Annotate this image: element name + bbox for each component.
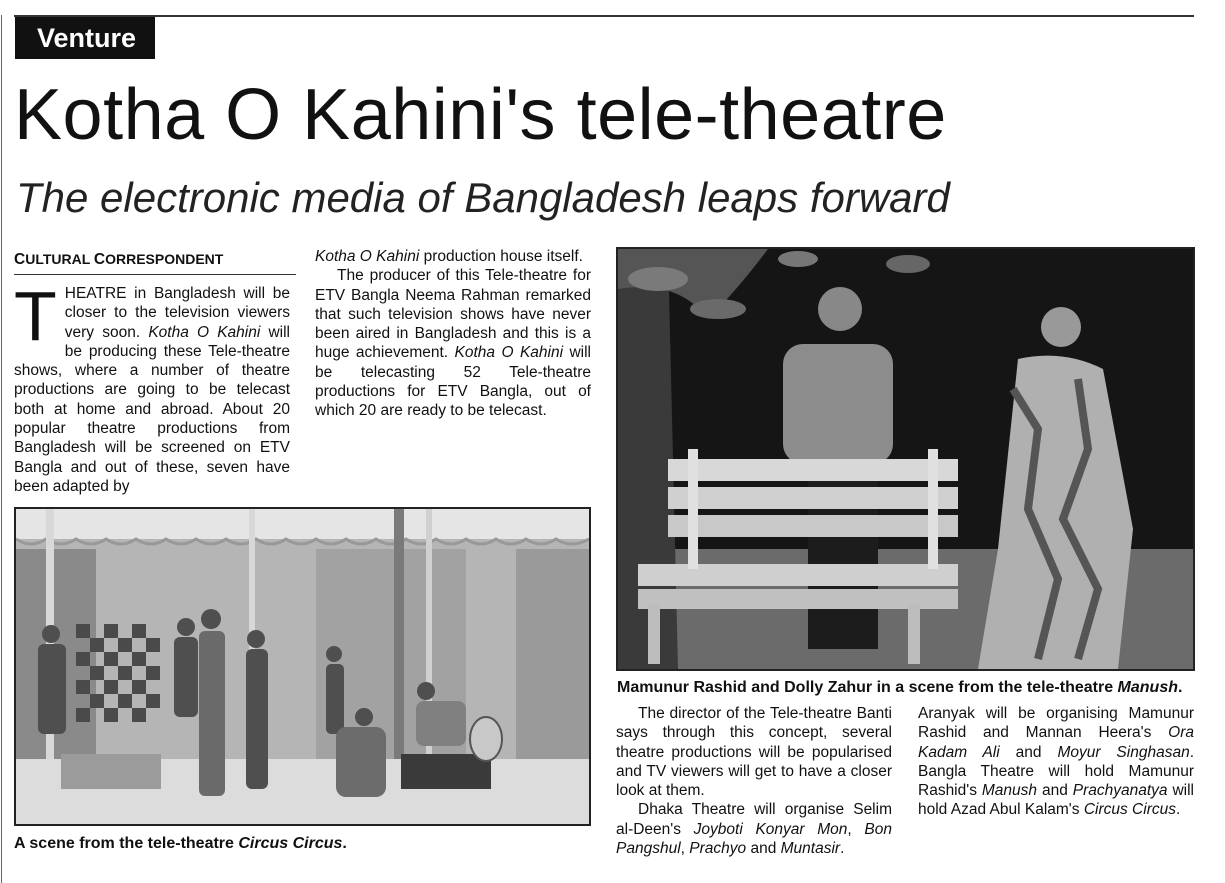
subheadline: The electronic media of Bangladesh leaps forward (16, 174, 950, 221)
section-tag: Venture (15, 17, 155, 59)
article-paragraph-1-cont: Kotha O Kahini production house itself. (315, 248, 583, 265)
article-column-2 (315, 247, 591, 421)
article-paragraph-1: THEATRE in Bangladesh will be closer to the television viewers very soon. Kotha O Kahini will be producing these Tele-theatre shows, where a number of theatre productions are going to be telecast both at home and abroad. About 20 popular theatre productions from Bangladesh will be screened on ETV Bangla and out of these, seven have been adapted by (14, 277, 291, 495)
headline: Kotha O Kahini's tele-theatre (14, 75, 947, 155)
article-column-3 (616, 704, 892, 858)
article-paragraph-2: The producer of this Tele-theatre for ETV Bangla Neema Rahman remarked that such television shows have never been aired in Bangladesh and this is a huge achievement. Kotha O Kahini will be telecasting 52 Tele-theatre productions for ETV Bangla, out of which 20 are ready to be telecast. (315, 267, 591, 420)
manush-scene-photo (616, 247, 1195, 671)
article-paragraph-4: Dhaka Theatre will organise Selim al-Deen's Joyboti Konyar Mon, Bon Pangshul, Prachyo and Muntasir. (616, 801, 892, 858)
drop-cap: T (14, 277, 57, 355)
circus-circus-scene-photo (14, 507, 591, 826)
manush-photo-caption: Mamunur Rashid and Dolly Zahur in a scene from the tele-theatre Manush. (617, 679, 1183, 696)
left-border-rule (1, 15, 2, 883)
manush-scene-illustration (618, 249, 1193, 669)
article-column-1 (14, 277, 291, 496)
article-paragraph-5: Aranyak will be organising Mamunur Rashid and Mannan Heera's Ora Kadam Ali and Moyur Singhasan. Bangla Theatre will hold Mamunur Rashid's Manush and Prachyanatya will hold Azad Abul Kalam's Circus Circus. (918, 705, 1194, 819)
circus-circus-scene-illustration (16, 509, 589, 824)
article-paragraph-3: The director of the Tele-theatre Banti says through this concept, several theatre productions will be popularised and TV viewers will get to have a closer look at them. (616, 705, 892, 800)
article-column-4 (918, 704, 1194, 820)
circus-circus-photo-caption: A scene from the tele-theatre Circus Circus. (14, 835, 347, 852)
top-rule (14, 15, 1194, 17)
byline: CULTURAL CORRESPONDENT (14, 249, 296, 275)
